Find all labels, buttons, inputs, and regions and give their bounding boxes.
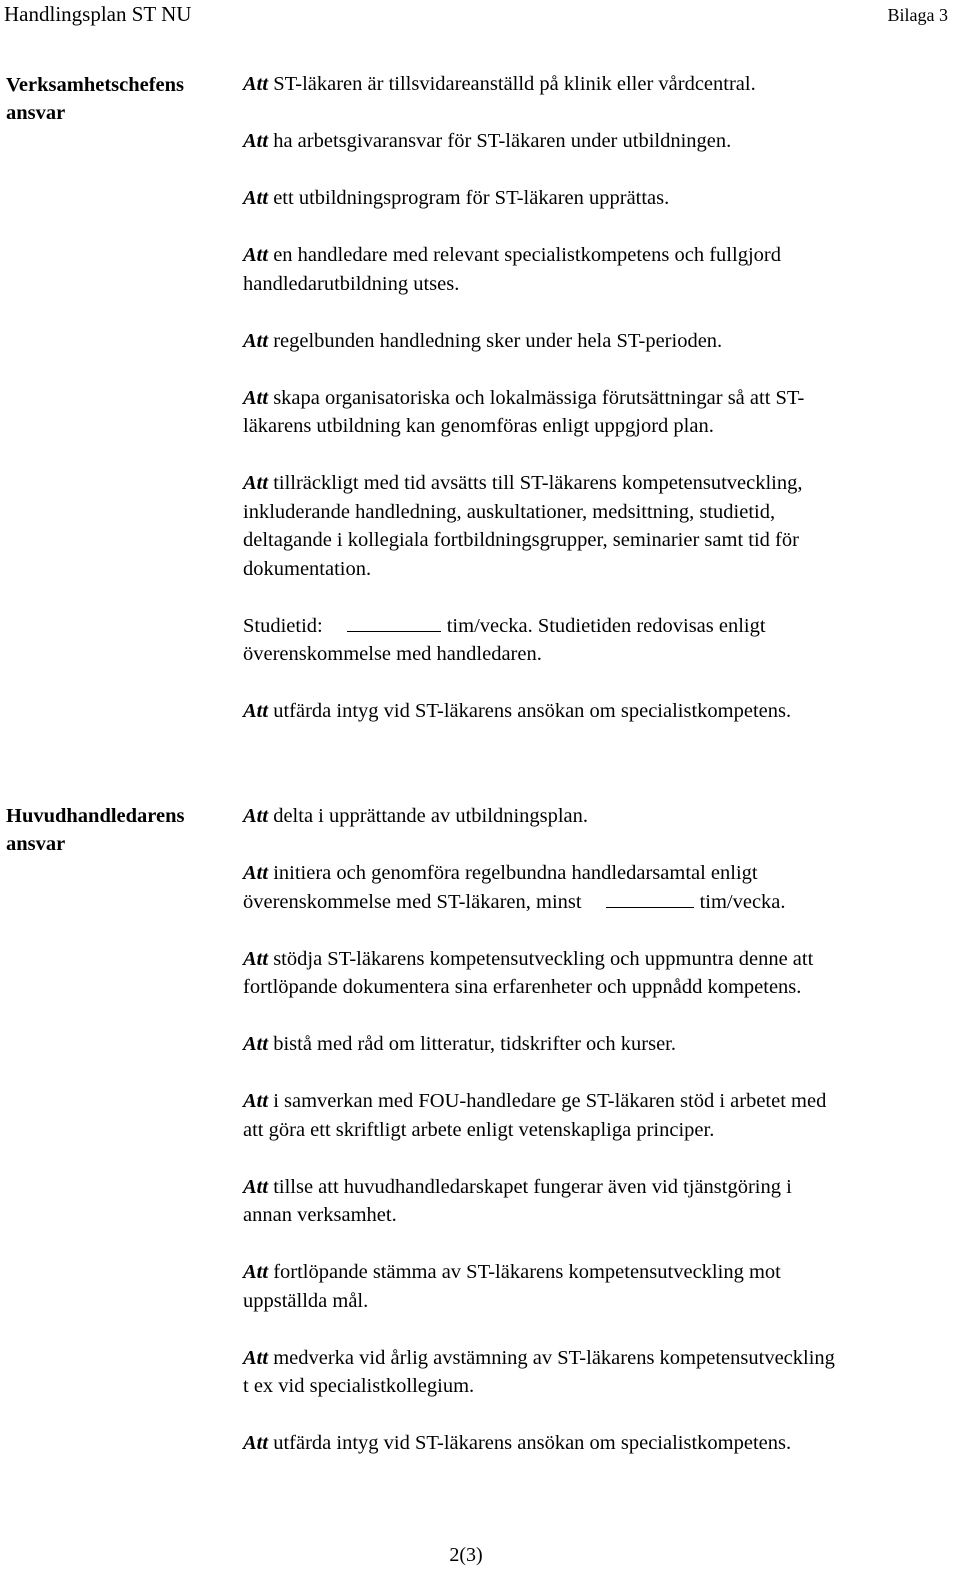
item-text: deltagande i kollegiala fortbildningsgrupper, seminarier samt tid för xyxy=(243,529,799,551)
list-item xyxy=(243,327,957,356)
att-keyword: Att xyxy=(243,1175,269,1198)
item-text: överenskommelse med handledaren. xyxy=(243,643,542,665)
att-keyword: Att xyxy=(243,1346,269,1369)
list-item xyxy=(243,1173,957,1230)
att-keyword: Att xyxy=(243,947,269,970)
list-item xyxy=(243,469,957,583)
att-keyword: Att xyxy=(243,1033,269,1055)
item-text: handledarutbildning utses. xyxy=(243,272,460,295)
studietid-label: Studietid: xyxy=(243,614,323,637)
minst-blank-field[interactable] xyxy=(606,889,694,908)
att-keyword: Att xyxy=(243,130,269,152)
list-item xyxy=(243,241,957,298)
list-item xyxy=(243,802,957,831)
att-keyword: Att xyxy=(243,472,269,494)
att-keyword: Att xyxy=(243,187,269,209)
att-keyword: Att xyxy=(243,329,269,352)
page-number: 2(3) xyxy=(449,1544,483,1566)
item-text: regelbunden handledning sker under hela ST-perioden. xyxy=(273,329,723,352)
item-text: överenskommelse med ST-läkaren, minst xyxy=(243,890,582,913)
item-text: initiera och genomföra regelbundna handledarsamtal enligt xyxy=(273,862,758,884)
item-text: ha arbetsgivaransvar för ST-läkaren under utbildningen. xyxy=(273,130,732,152)
item-text: tillräckligt med tid avsätts till ST-läkarens kompetensutveckling, xyxy=(273,472,803,494)
document-title: Handlingsplan ST NU xyxy=(4,2,192,26)
att-keyword: Att xyxy=(243,805,269,827)
studietid-item xyxy=(243,612,957,669)
item-text: skapa organisatoriska och lokalmässiga förutsättningar så att ST- xyxy=(273,386,805,409)
item-text: fortlöpande stämma av ST-läkarens kompetensutveckling mot xyxy=(273,1261,781,1283)
section-label-line: ansvar xyxy=(6,102,66,124)
list-item xyxy=(243,184,957,213)
item-text: inkluderande handledning, auskultationer, medsittning, studietid, xyxy=(243,500,776,523)
list-item xyxy=(243,859,957,916)
item-text: t ex vid specialistkollegium. xyxy=(243,1375,475,1397)
item-text: utfärda intyg vid ST-läkarens ansökan om specialistkompetens. xyxy=(273,700,792,722)
list-item xyxy=(243,945,957,1002)
item-text: fortlöpande dokumentera sina erfarenheter och uppnådd kompetens. xyxy=(243,976,802,998)
list-item xyxy=(243,1429,957,1458)
att-keyword: Att xyxy=(243,386,269,409)
item-text: bistå med råd om litteratur, tidskrifter och kurser. xyxy=(273,1033,677,1055)
item-text: dokumentation. xyxy=(243,557,372,580)
section-label-line: Verksamhetschefens xyxy=(6,74,185,96)
list-item xyxy=(243,384,957,441)
list-item xyxy=(243,697,957,726)
item-text: ST-läkaren är tillsvidareanställd på klinik eller vårdcentral. xyxy=(273,73,756,95)
studietid-unit: tim/vecka. Studietiden redovisas enligt xyxy=(446,614,766,637)
list-item xyxy=(243,1344,957,1401)
appendix-label: Bilaga 3 xyxy=(887,5,948,25)
list-item xyxy=(243,1087,957,1144)
list-item xyxy=(243,70,957,99)
list-item xyxy=(243,1258,957,1315)
item-text: stödja ST-läkarens kompetensutveckling och uppmuntra denne att xyxy=(273,947,814,970)
att-keyword: Att xyxy=(243,700,269,722)
section-label-verksamhetschef xyxy=(6,71,234,127)
item-text: att göra ett skriftligt arbete enligt vetenskapliga principer. xyxy=(243,1118,715,1141)
studietid-blank-field[interactable] xyxy=(347,613,441,632)
item-text: annan verksamhet. xyxy=(243,1204,397,1226)
item-text: en handledare med relevant specialistkompetens och fullgjord xyxy=(273,244,781,266)
item-text: läkarens utbildning kan genomföras enligt uppgjord plan. xyxy=(243,415,714,437)
att-keyword: Att xyxy=(243,862,269,884)
att-keyword: Att xyxy=(243,244,269,266)
item-text: delta i upprättande av utbildningsplan. xyxy=(273,805,589,827)
item-text: i samverkan med FOU-handledare ge ST-läkaren stöd i arbetet med xyxy=(273,1090,827,1112)
item-text: medverka vid årlig avstämning av ST-läkarens kompetensutveckling xyxy=(273,1346,835,1369)
list-item xyxy=(243,127,957,156)
item-text: tillse att huvudhandledarskapet fungerar även vid tjänstgöring i xyxy=(273,1175,792,1198)
section-body-huvudhandledare xyxy=(243,802,957,1486)
section-body-verksamhetschef xyxy=(243,70,957,754)
section-label-huvudhandledare xyxy=(6,802,234,858)
att-keyword: Att xyxy=(243,1432,269,1454)
section-label-line: ansvar xyxy=(6,833,66,855)
att-keyword: Att xyxy=(243,1090,269,1112)
section-label-line: Huvudhandledarens xyxy=(6,805,185,827)
att-keyword: Att xyxy=(243,73,269,95)
att-keyword: Att xyxy=(243,1261,269,1283)
item-text: utfärda intyg vid ST-läkarens ansökan om specialistkompetens. xyxy=(273,1432,792,1454)
item-text: uppställda mål. xyxy=(243,1289,369,1312)
item-text: tim/vecka. xyxy=(699,890,786,913)
list-item xyxy=(243,1030,957,1059)
item-text: ett utbildningsprogram för ST-läkaren upprättas. xyxy=(273,187,670,209)
